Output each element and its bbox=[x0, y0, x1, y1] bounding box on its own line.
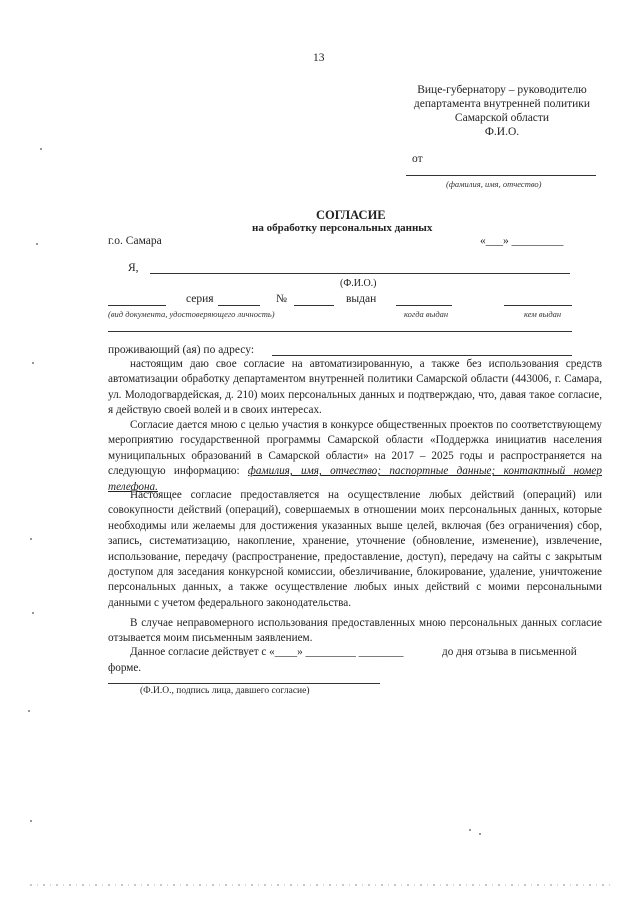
paragraph-purpose bbox=[108, 418, 602, 495]
from-caption: (фамилия, имя, отчество) bbox=[446, 179, 542, 189]
validity-prefix: Данное согласие действует с «____» _________ ________ bbox=[130, 646, 404, 658]
fio-line[interactable] bbox=[150, 273, 570, 274]
addressee-line-1: Вице-губернатору – руководителю bbox=[417, 84, 587, 96]
fio-caption: (Ф.И.О.) bbox=[340, 278, 377, 289]
doc-type-caption: (вид документа, удостоверяющего личность) bbox=[108, 309, 275, 319]
scan-bottom-noise bbox=[30, 884, 610, 886]
addressee-line-2: департамента внутренней политики bbox=[413, 98, 591, 110]
addressee-line-4: Ф.И.О. bbox=[484, 126, 520, 138]
scan-mark bbox=[40, 148, 42, 150]
scan-mark bbox=[469, 829, 471, 831]
paragraph-purpose-fields: фамилия, имя, отчество; паспортные данные; контактный номер телефона. bbox=[108, 465, 602, 493]
scan-mark bbox=[479, 833, 481, 835]
document-subtitle: на обработку персональных данных bbox=[252, 222, 433, 234]
issued-when-line[interactable] bbox=[396, 305, 452, 306]
residing-label: проживающий (ая) по адресу: bbox=[108, 344, 255, 356]
from-label: от bbox=[412, 153, 423, 165]
scan-mark bbox=[30, 820, 32, 822]
when-caption: когда выдан bbox=[404, 309, 449, 319]
signature-caption: (Ф.И.О., подпись лица, давшего согласие) bbox=[140, 686, 310, 696]
issued-who-line[interactable] bbox=[504, 305, 572, 306]
paragraph-purpose-text: Согласие дается мною с целью участия в конкурсе общественных проектов по соответствующему мероприятию государственной программы Самарской области «Поддержка инициатив населения муниципальных образований в Самарской области» на 2017 – 2025 годы и распространяется на следующую информацию: bbox=[108, 419, 602, 478]
series-label: серия bbox=[186, 293, 214, 305]
from-line[interactable] bbox=[406, 175, 596, 176]
paragraph-revoke bbox=[108, 616, 602, 647]
number-label: № bbox=[276, 293, 287, 305]
validity-suffix: до дня отзыва в письменной bbox=[442, 646, 577, 658]
paragraph-consent bbox=[108, 357, 602, 419]
extra-line[interactable] bbox=[108, 331, 572, 332]
doc-type-line[interactable] bbox=[108, 305, 166, 306]
scan-mark bbox=[30, 538, 32, 540]
addressee-line-3: Самарской области bbox=[454, 112, 550, 124]
i-label: Я, bbox=[128, 262, 139, 274]
page-number: 13 bbox=[313, 52, 325, 64]
scan-mark bbox=[32, 362, 34, 364]
who-caption: кем выдан bbox=[524, 309, 562, 319]
date-placeholder: «___» _________ bbox=[480, 235, 564, 247]
signature-line[interactable] bbox=[108, 683, 380, 684]
number-line[interactable] bbox=[294, 305, 334, 306]
validity-last: форме. bbox=[108, 662, 142, 674]
document-title: СОГЛАСИЕ bbox=[316, 208, 386, 222]
scan-mark bbox=[36, 243, 38, 245]
addressee-block bbox=[402, 83, 602, 139]
paragraph-actions bbox=[108, 488, 602, 611]
scan-mark bbox=[28, 710, 30, 712]
address-line[interactable] bbox=[272, 355, 572, 356]
city-label: г.о. Самара bbox=[108, 235, 162, 247]
issued-label: выдан bbox=[346, 293, 377, 305]
paragraph-consent-text: настоящим даю свое согласие на автоматизированную, а также без использования средств автоматизации обработку департаментом внутренней политики Самарской области (443006, г. Самара, ул. Молодогвардейская, д. 210) моих персональных данных и подтверждаю, что, давая такое согласие, я действую своей волей и в своих интересах. bbox=[108, 358, 602, 417]
paragraph-actions-text: Настоящее согласие предоставляется на осуществление любых действий (операций) или совокупности действий (операций), совершаемых в отношении моих персональных данных, которые необходимы или желаемы для достижения указанных выше целей, включая (без ограничения) сбор, запись, систематизацию, накопление, хранение, уточнение (обновление, изменение), извлечение, использование, передачу (распространение, предоставление, доступ), передачу на сайты с закрытым доступом для заседания конкурсной комиссии, обезличивание, блокирование, удаление, уничтожение персональных данных, а также осуществление любых иных действий с моими персональными данными с учетом федерального законодательства. bbox=[108, 489, 602, 609]
scan-mark bbox=[32, 612, 34, 614]
series-line[interactable] bbox=[218, 305, 260, 306]
paragraph-revoke-text: В случае неправомерного использования предоставленных мною персональных данных согласие отзывается моим письменным заявлением. bbox=[108, 617, 602, 645]
